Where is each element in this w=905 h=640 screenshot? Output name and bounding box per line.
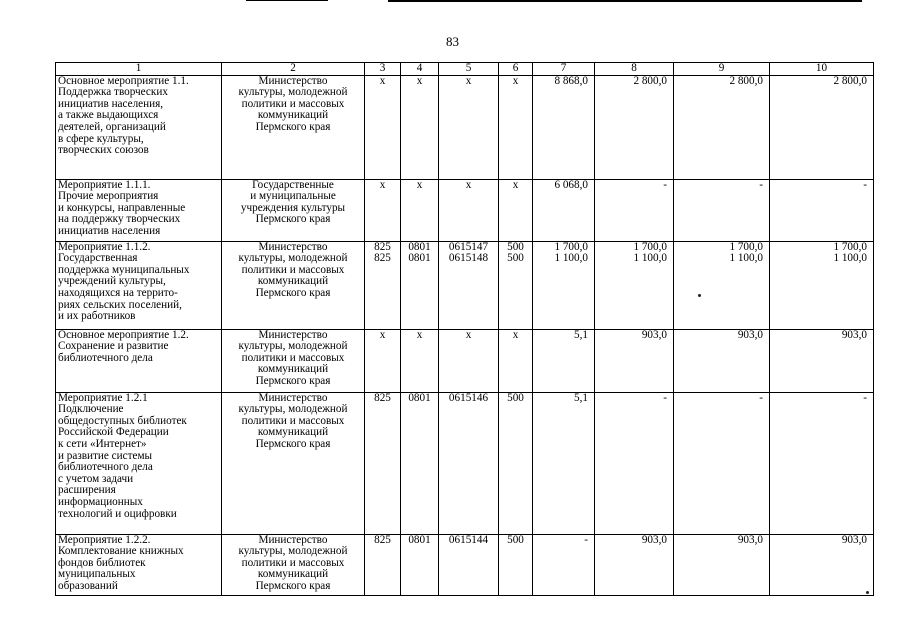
- cell-ministry-code: [365, 75, 401, 179]
- cell-line: политики и массовых: [241, 263, 345, 276]
- top-rule: [388, 0, 862, 2]
- cell-line: 0615147: [448, 241, 489, 253]
- cell-line: в сфере культуры,: [58, 132, 144, 145]
- cell-line: 0615146: [448, 392, 489, 404]
- cell-line: 0801: [408, 241, 431, 253]
- cell-line: общедоступных библиотек: [58, 414, 187, 427]
- cell-line: 0801: [408, 534, 431, 546]
- cell-line: Мероприятие 1.1.1.: [58, 179, 151, 191]
- cell-amount-9: [674, 329, 770, 392]
- cell-line: коммуникаций: [257, 109, 329, 122]
- cell-expense-code: [499, 392, 533, 534]
- top-rule-left: [246, 0, 328, 1]
- cell-target-code: [439, 534, 499, 595]
- cell-line: х: [416, 179, 423, 191]
- cell-line: к сети «Интернет»: [58, 437, 147, 450]
- cell-line: и развитие системы: [58, 449, 153, 462]
- cell-line: -: [863, 179, 867, 191]
- cell-line: Мероприятие 1.1.2.: [58, 241, 151, 253]
- cell-line: х: [379, 329, 386, 341]
- cell-line: 903,0: [641, 329, 667, 341]
- cell-line: х: [512, 179, 519, 191]
- cell-target-code: [439, 241, 499, 329]
- cell-line: Основное мероприятие 1.1.: [58, 75, 189, 87]
- cell-line: политики и массовых: [241, 97, 345, 110]
- cell-amount-7: [533, 75, 595, 179]
- cell-line: Мероприятие 1.2.2.: [58, 534, 151, 546]
- cell-line: -: [863, 392, 867, 404]
- cell-line: 903,0: [737, 534, 763, 546]
- cell-line: коммуникаций: [257, 275, 329, 288]
- cell-line: Министерство: [258, 75, 328, 87]
- table-row: [56, 329, 874, 392]
- cell-description: [56, 75, 222, 179]
- cell-description: [56, 179, 222, 241]
- cell-line: фондов библиотек: [58, 556, 146, 569]
- cell-line: 2 800,0: [833, 75, 867, 87]
- cell-amount-7: [533, 241, 595, 329]
- cell-line: 2 800,0: [633, 75, 667, 87]
- cell-line: Сохранение и развитие: [58, 340, 169, 353]
- cell-amount-10: [770, 75, 874, 179]
- cell-amount-7: [533, 534, 595, 595]
- cell-line: 825: [374, 241, 391, 253]
- cell-line: 500: [507, 534, 524, 546]
- scan-speck: [866, 591, 869, 594]
- cell-ministry-code: [365, 329, 401, 392]
- cell-line: инициатив населения: [58, 224, 161, 237]
- cell-line: Государственная: [58, 252, 138, 265]
- cell-line: и их работников: [58, 310, 136, 323]
- cell-line: 1 100,0: [554, 252, 588, 265]
- cell-line: Комплектование книжных: [58, 545, 184, 558]
- cell-amount-8: [595, 392, 674, 534]
- cell-line: х: [379, 179, 386, 191]
- cell-line: 903,0: [841, 534, 867, 546]
- cell-line: 0615148: [448, 252, 489, 265]
- page-number: 83: [446, 34, 459, 49]
- cell-line: культуры, молодежной: [238, 403, 348, 416]
- table-header-row: [56, 63, 874, 76]
- column-header: 6: [499, 63, 533, 76]
- cell-line: культуры, молодежной: [238, 545, 348, 558]
- cell-line: а также выдающихся: [58, 109, 159, 122]
- cell-line: информационных: [58, 495, 143, 508]
- cell-line: 0801: [408, 252, 431, 265]
- cell-amount-8: [595, 329, 674, 392]
- cell-line: с учетом задачи: [58, 472, 134, 485]
- cell-executor: [222, 392, 365, 534]
- column-header: 5: [439, 63, 499, 76]
- cell-line: муниципальных: [58, 568, 136, 581]
- cell-target-code: [439, 329, 499, 392]
- cell-line: коммуникаций: [257, 426, 329, 439]
- cell-ministry-code: [365, 179, 401, 241]
- cell-amount-8: [595, 75, 674, 179]
- cell-line: творческих союзов: [58, 144, 149, 157]
- cell-line: х: [465, 179, 472, 191]
- cell-executor: [222, 329, 365, 392]
- cell-line: находящихся на террито-: [58, 286, 178, 299]
- cell-expense-code: [499, 75, 533, 179]
- scan-speck: [698, 294, 701, 297]
- cell-line: Министерство: [258, 534, 328, 546]
- cell-amount-10: [770, 179, 874, 241]
- cell-line: политики и массовых: [241, 556, 345, 569]
- cell-line: библиотечного дела: [58, 351, 153, 364]
- cell-line: х: [416, 329, 423, 341]
- cell-line: 825: [374, 392, 391, 404]
- cell-line: Пермского края: [255, 579, 331, 592]
- cell-line: 825: [374, 534, 391, 546]
- cell-description: [56, 241, 222, 329]
- cell-line: 903,0: [841, 329, 867, 341]
- cell-section-code: [401, 329, 439, 392]
- cell-line: -: [759, 179, 763, 191]
- cell-amount-7: [533, 392, 595, 534]
- cell-description: [56, 329, 222, 392]
- cell-amount-10: [770, 392, 874, 534]
- cell-executor: [222, 241, 365, 329]
- cell-line: 6 068,0: [554, 179, 588, 191]
- cell-line: риях сельских поселений,: [58, 298, 182, 311]
- cell-line: учреждения культуры: [240, 201, 346, 214]
- table-row: [56, 179, 874, 241]
- table-row: [56, 75, 874, 179]
- column-header: 8: [595, 63, 674, 76]
- cell-target-code: [439, 75, 499, 179]
- cell-line: поддержка муниципальных: [58, 263, 190, 276]
- cell-line: Государственные: [252, 179, 334, 191]
- cell-line: Мероприятие 1.2.1: [58, 392, 148, 404]
- cell-line: 903,0: [737, 329, 763, 341]
- cell-line: Министерство: [258, 241, 328, 253]
- cell-section-code: [401, 241, 439, 329]
- table-row: [56, 392, 874, 534]
- cell-section-code: [401, 392, 439, 534]
- column-header: 3: [365, 63, 401, 76]
- cell-ministry-code: [365, 534, 401, 595]
- cell-amount-10: [770, 241, 874, 329]
- cell-section-code: [401, 179, 439, 241]
- cell-line: Пермского края: [255, 286, 331, 299]
- cell-expense-code: [499, 329, 533, 392]
- cell-amount-9: [674, 534, 770, 595]
- column-header: 1: [56, 63, 222, 76]
- cell-line: учреждений культуры,: [58, 275, 166, 288]
- cell-line: -: [663, 392, 667, 404]
- cell-amount-10: [770, 329, 874, 392]
- cell-line: Министерство: [258, 329, 328, 341]
- cell-line: деятелей, организаций: [58, 120, 166, 133]
- cell-line: 5,1: [574, 329, 588, 341]
- cell-amount-9: [674, 392, 770, 534]
- cell-amount-8: [595, 534, 674, 595]
- cell-line: 1 100,0: [633, 252, 667, 265]
- cell-line: политики и массовых: [241, 414, 345, 427]
- cell-executor: [222, 179, 365, 241]
- cell-line: культуры, молодежной: [238, 340, 348, 353]
- cell-line: и муниципальные: [250, 190, 336, 203]
- cell-expense-code: [499, 534, 533, 595]
- cell-line: технологий и оцифровки: [58, 507, 177, 520]
- cell-line: 0801: [408, 392, 431, 404]
- cell-line: Пермского края: [255, 437, 331, 450]
- cell-target-code: [439, 179, 499, 241]
- cell-line: Пермского края: [255, 213, 331, 226]
- cell-ministry-code: [365, 392, 401, 534]
- cell-amount-9: [674, 179, 770, 241]
- cell-line: 0615144: [448, 534, 489, 546]
- column-header: 9: [674, 63, 770, 76]
- cell-ministry-code: [365, 241, 401, 329]
- cell-line: х: [465, 75, 472, 87]
- column-header: 4: [401, 63, 439, 76]
- cell-line: х: [512, 329, 519, 341]
- cell-line: Подключение: [58, 403, 124, 416]
- cell-line: 903,0: [641, 534, 667, 546]
- cell-line: инициатив населения,: [58, 97, 164, 110]
- cell-line: Основное мероприятие 1.2.: [58, 329, 189, 341]
- cell-line: образований: [58, 579, 118, 592]
- cell-expense-code: [499, 241, 533, 329]
- cell-section-code: [401, 534, 439, 595]
- cell-line: 1 100,0: [833, 252, 867, 265]
- cell-line: Прочие мероприятия: [58, 190, 159, 203]
- column-header: 2: [222, 63, 365, 76]
- cell-expense-code: [499, 179, 533, 241]
- cell-line: и конкурсы, направленные: [58, 201, 186, 214]
- cell-line: коммуникаций: [257, 363, 329, 376]
- cell-line: 1 700,0: [633, 241, 667, 253]
- cell-line: -: [584, 534, 588, 546]
- cell-line: на поддержку творческих: [58, 213, 181, 226]
- cell-line: Пермского края: [255, 120, 331, 133]
- budget-table: [55, 62, 874, 596]
- cell-line: 500: [507, 392, 524, 404]
- cell-section-code: [401, 75, 439, 179]
- cell-target-code: [439, 392, 499, 534]
- cell-line: х: [512, 75, 519, 87]
- cell-amount-7: [533, 179, 595, 241]
- column-header: 7: [533, 63, 595, 76]
- cell-line: коммуникаций: [257, 568, 329, 581]
- cell-line: Российской Федерации: [58, 426, 169, 439]
- cell-line: 8 868,0: [554, 75, 588, 87]
- cell-line: расширения: [58, 484, 116, 497]
- cell-amount-8: [595, 241, 674, 329]
- cell-amount-7: [533, 329, 595, 392]
- table-row: [56, 534, 874, 595]
- cell-line: 1 700,0: [729, 241, 763, 253]
- cell-line: 1 100,0: [729, 252, 763, 265]
- cell-line: х: [465, 329, 472, 341]
- cell-amount-8: [595, 179, 674, 241]
- cell-line: политики и массовых: [241, 351, 345, 364]
- cell-description: [56, 392, 222, 534]
- cell-line: 1 700,0: [833, 241, 867, 253]
- cell-line: 825: [374, 252, 391, 265]
- cell-amount-9: [674, 75, 770, 179]
- cell-line: х: [379, 75, 386, 87]
- cell-line: Пермского края: [255, 374, 331, 387]
- cell-line: 2 800,0: [729, 75, 763, 87]
- cell-line: библиотечного дела: [58, 461, 153, 474]
- cell-line: 500: [507, 241, 524, 253]
- column-header: 10: [770, 63, 874, 76]
- cell-executor: [222, 75, 365, 179]
- cell-line: 1 700,0: [554, 241, 588, 253]
- cell-line: 500: [507, 252, 524, 265]
- cell-line: культуры, молодежной: [238, 252, 348, 265]
- cell-line: 5,1: [574, 392, 588, 404]
- cell-line: -: [759, 392, 763, 404]
- cell-amount-9: [674, 241, 770, 329]
- cell-description: [56, 534, 222, 595]
- cell-line: Министерство: [258, 392, 328, 404]
- cell-line: Поддержка творческих: [58, 86, 168, 99]
- table-row: [56, 241, 874, 329]
- cell-line: -: [663, 179, 667, 191]
- cell-executor: [222, 534, 365, 595]
- cell-line: культуры, молодежной: [238, 86, 348, 99]
- cell-amount-10: [770, 534, 874, 595]
- cell-line: х: [416, 75, 423, 87]
